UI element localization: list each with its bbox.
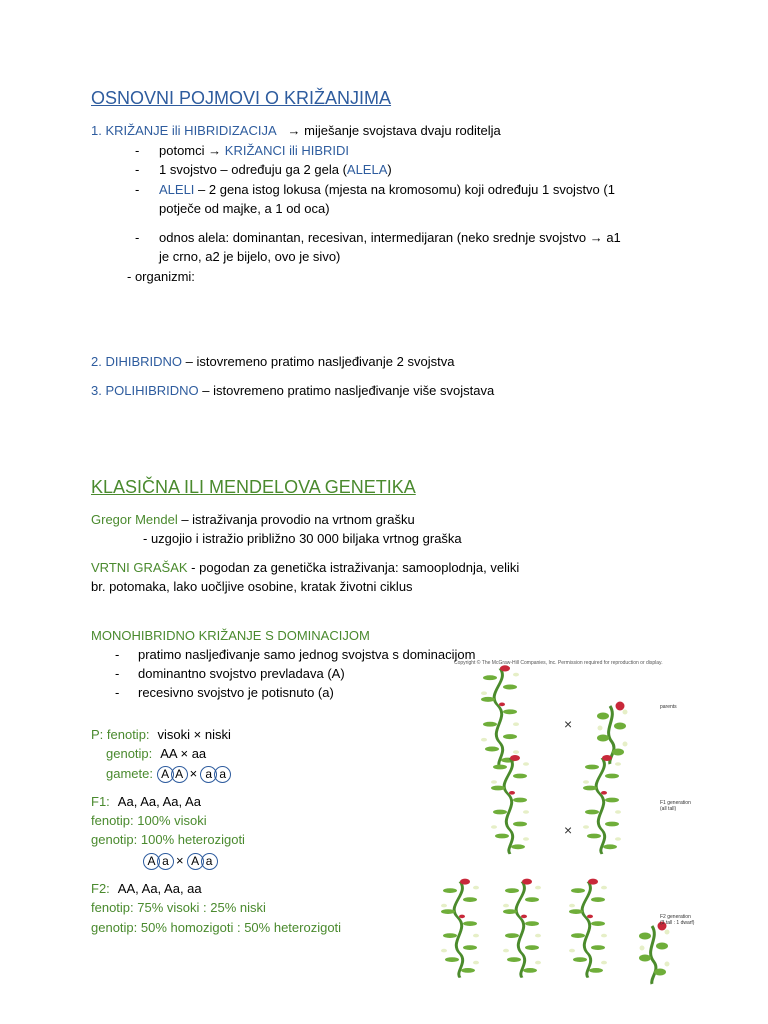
gamete-circle: A <box>187 853 204 870</box>
f1-gametes <box>143 851 215 870</box>
gamete-circle: a <box>201 853 218 870</box>
gamete-circle: A <box>171 766 188 783</box>
bullet-text: – 2 gena istog lokusa (mjesta na kromosomu) koji određuju 1 svojstvo (1 <box>194 182 615 197</box>
f2-value: AA, Aa, Aa, aa <box>117 881 202 896</box>
cross-symbol: × <box>176 853 184 868</box>
gamete-circle: a <box>214 766 231 783</box>
cross-symbol-parents: × <box>564 716 573 732</box>
bullet-dash: - <box>115 666 120 681</box>
section-title-osnovni: OSNOVNI POJMOVI O KRIŽANJIMA <box>91 88 392 108</box>
bullet-dash: - <box>135 143 140 158</box>
f2-dwarf-plant <box>639 922 670 985</box>
p-genotip <box>106 744 206 763</box>
bullet-text: odnos alela: dominantan, recesivan, intermedijaran (neko srednje svojstvo <box>159 230 587 245</box>
bullet-dash: - <box>115 647 120 662</box>
f2-genotip: genotip: 50% homozigoti : 50% heterozigoti <box>91 920 342 935</box>
item-1-label: 1. KRIŽANJE ili HIBRIDIZACIJA <box>91 123 276 138</box>
bullet-text: a1 <box>606 230 621 245</box>
label-parents: parents <box>660 704 677 710</box>
bullet-dash: - <box>135 230 140 245</box>
cross-symbol: × <box>189 766 198 781</box>
p-gamete <box>106 764 228 783</box>
gamete-circle: a <box>200 766 217 783</box>
mendel-label: Gregor Mendel <box>91 512 178 527</box>
bullet-svojstvo <box>159 160 392 179</box>
grasak-text: - pogodan za genetička istraživanja: samooplodnja, veliki <box>187 560 520 575</box>
f2-line <box>91 879 202 898</box>
mono-bullet-2: dominantno svojstvo prevladava (A) <box>138 666 345 681</box>
f1-plant-left <box>491 755 529 854</box>
bullet-highlight: ALELI <box>159 182 195 197</box>
p-gamete-label: gamete: <box>106 766 153 781</box>
f2-label: F2: <box>91 881 110 896</box>
item-1-text: miješanje svojstava dvaju roditelja <box>304 123 501 138</box>
grasak-label: VRTNI GRAŠAK <box>91 560 188 575</box>
dwarf-parent-plant <box>597 702 628 765</box>
bullet-dash: - <box>115 685 120 700</box>
section-title-mendel: KLASIČNA ILI MENDELOVA GENETIKA <box>91 477 416 497</box>
f1-label: F1: <box>91 794 110 809</box>
bullet-dash: - <box>135 182 140 197</box>
item-3 <box>91 381 494 400</box>
organizmi-line: - organizmi: <box>127 269 195 284</box>
bullet-text: 1 svojstvo – određuju ga 2 gela ( <box>159 162 347 177</box>
p-geno-value: AA × aa <box>160 746 207 761</box>
mendel-line <box>91 510 415 529</box>
gamete-circle: A <box>157 766 174 783</box>
pea-plant-figure <box>432 656 708 996</box>
bullet-aleli <box>159 180 615 199</box>
p-fenotip <box>91 725 231 744</box>
f2-plant-2 <box>503 879 541 978</box>
mono-bullet-3: recesivno svojstvo je potisnuto (a) <box>138 685 334 700</box>
cross-symbol-f1: × <box>564 822 573 838</box>
f2-plant-3 <box>569 879 607 978</box>
bullet-odnos <box>159 228 621 247</box>
item-3-text: – istovremeno pratimo nasljeđivanje više svojstava <box>198 383 495 398</box>
bullet-dash: - <box>135 162 140 177</box>
bullet-highlight: ALELA <box>346 162 388 177</box>
figure-copyright: Copyright © The McGraw-Hill Companies, Inc. Permission required for reproduction or display. <box>454 660 663 666</box>
arrow-icon: → <box>287 123 301 138</box>
mono-bullet-1: pratimo nasljeđivanje samo jednog svojstva s dominacijom <box>138 647 476 662</box>
f1-line <box>91 792 201 811</box>
label-f2-generation: F2 generation (3 tall : 1 dwarf) <box>660 914 695 926</box>
p-geno-label: genotip: <box>106 746 153 761</box>
bullet-text: potomci <box>159 143 205 158</box>
item-1 <box>91 121 501 140</box>
grasak-line <box>91 558 519 577</box>
f1-plant-right <box>583 755 621 854</box>
bullet-text: ) <box>387 162 392 177</box>
item-2 <box>91 352 454 371</box>
grasak-line-2: br. potomaka, lako uočljive osobine, kratak životni ciklus <box>91 579 413 594</box>
gamete-circle: A <box>143 853 160 870</box>
mono-title: MONOHIBRIDNO KRIŽANJE S DOMINACIJOM <box>91 628 370 643</box>
f1-fenotip: fenotip: 100% visoki <box>91 813 207 828</box>
bullet-highlight: KRIŽANCI ili HIBRIDI <box>224 143 350 158</box>
f1-genotip: genotip: 100% heterozigoti <box>91 832 245 847</box>
item-2-label: 2. DIHIBRIDNO <box>91 354 183 369</box>
arrow-icon: → <box>589 230 603 245</box>
f1-value: Aa, Aa, Aa, Aa <box>117 794 201 809</box>
item-3-label: 3. POLIHIBRIDNO <box>91 383 199 398</box>
mendel-text: – istraživanja provodio na vrtnom grašku <box>177 512 415 527</box>
p-label: P: fenotip: <box>91 727 150 742</box>
item-2-text: – istovremeno pratimo nasljeđivanje 2 svojstva <box>182 354 455 369</box>
f2-fenotip: fenotip: 75% visoki : 25% niski <box>91 900 266 915</box>
tall-parent-plant <box>481 665 519 767</box>
label-f1-generation: F1 generation (all tall) <box>660 800 691 812</box>
p-value: visoki × niski <box>157 727 231 742</box>
bullet-aleli-cont: potječe od majke, a 1 od oca) <box>159 201 330 216</box>
arrow-icon: → <box>208 143 222 158</box>
mendel-line-2: - uzgojio i istražio približno 30 000 biljaka vrtnog graška <box>143 531 462 546</box>
gamete-circle: a <box>157 853 174 870</box>
bullet-potomci <box>159 141 349 160</box>
f2-plant-1 <box>441 879 479 978</box>
bullet-odnos-cont: je crno, a2 je bijelo, ovo je sivo) <box>159 249 341 264</box>
